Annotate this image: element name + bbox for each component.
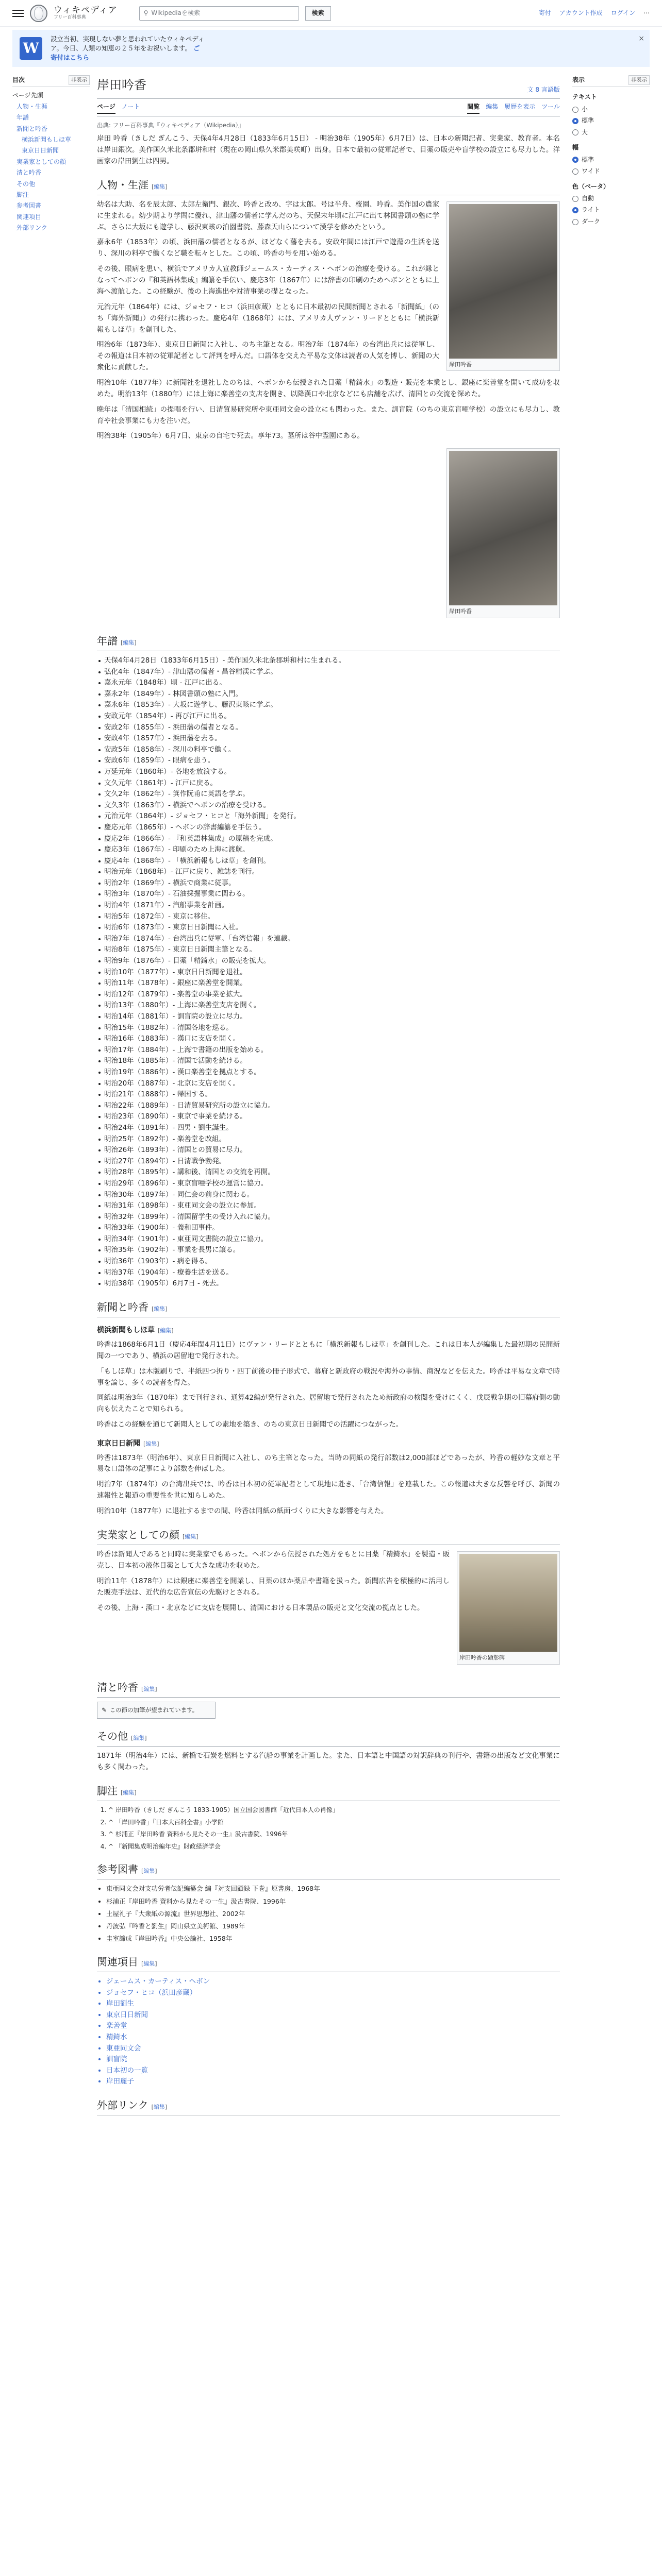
timeline-item: 万延元年（1860年）- 各地を放浪する。 — [97, 767, 560, 778]
bio-paragraph: 元治元年（1864年）には、ジョセフ・ヒコ（浜田彦蔵）とともに日本最初の民間新聞とされる「新聞紙」（のち「海外新聞」）の発行に携わった。慶応4年（1868年）には、アメリカ人ヴァン・リードとともに「横浜新報もしほ草」を創刊した。 — [97, 302, 439, 334]
timeline-item: 明治20年（1887年）- 北京に支店を開く。 — [97, 1078, 560, 1090]
section-heading-biblio: 参考図書 [編集] — [97, 1861, 560, 1879]
timeline-item: 安政6年（1859年）- 眼病を患う。 — [97, 755, 560, 767]
timeline-item: 明治11年（1878年）- 銀座に楽善堂を開業。 — [97, 978, 560, 989]
section-heading-timeline: 年譜 [編集] — [97, 633, 560, 651]
edit-link[interactable]: 編集 — [123, 1789, 135, 1796]
banner-text — [51, 35, 205, 62]
toc-item[interactable]: 年譜 — [16, 114, 29, 122]
user-links — [539, 8, 650, 18]
monument-figure — [457, 1551, 560, 1664]
color-label: 色（ベータ） — [572, 182, 610, 190]
page-tabs — [97, 102, 560, 116]
timeline-item: 安政5年（1858年）- 深川の料亭で働く。 — [97, 744, 560, 756]
lead-paragraph: 岸田 吟香（きしだ ぎんこう、天保4年4月28日（1833年6月15日） - 明治38年（1905年）6月7日）は、日本の新聞記者、実業家、教育者。本名は岸田銀次。美作国久米北条郡垪和村（現在の岡山県久米郡美咲町）出身。日本で最初の従軍記者で、目薬の販売や盲学校の設立にも尽力した。洋画家の岸田劉生は四男。 — [97, 134, 560, 165]
width-options — [572, 155, 650, 177]
timeline-item: 明治25年（1892年）- 楽善堂を改組。 — [97, 1134, 560, 1145]
wordmark[interactable] — [54, 6, 118, 21]
section-heading-news: 新聞と吟香 [編集] — [97, 1299, 560, 1317]
section-heading-bio: 人物・生涯 [編集] — [97, 177, 560, 195]
timeline-item: 弘化4年（1847年）- 津山藩の儒者・昌谷精渓に学ぶ。 — [97, 667, 560, 678]
portrait-image-2[interactable] — [449, 451, 557, 605]
radio-label: 自動 — [582, 194, 594, 202]
timeline-item: 明治2年（1869年）- 横浜で商業に従事。 — [97, 878, 560, 889]
toc-item[interactable]: ページ先頭 — [12, 92, 43, 99]
toc-item[interactable]: 新聞と吟香 — [16, 125, 48, 132]
bio-paragraph: 明治6年（1873年）、東京日日新聞に入社し、のち主筆となる。明治7年（1874年）の台湾出兵には従軍し、その報道は日本初の従軍記者として評判を呼んだ。口語体を交えた平易な文体は読者の人気を博し、新聞の大衆化に貢献した。 — [97, 341, 439, 372]
timeline-item: 安政元年（1854年）- 再び江戸に出る。 — [97, 711, 560, 722]
create-account-link[interactable]: アカウント作成 — [559, 9, 603, 16]
timeline-item: 明治16年（1883年）- 漢口に支店を開く。 — [97, 1033, 560, 1045]
toc-list — [12, 90, 90, 233]
timeline-item: 明治28年（1895年）- 講和後、清国との交流を再開。 — [97, 1167, 560, 1178]
toc-title: 目次 — [12, 76, 25, 83]
radio-label: ライト — [582, 206, 600, 214]
wikipedia-w-logo: W — [20, 37, 42, 60]
moshiogusa-paragraph: 吟香は1868年6月1日（慶応4年閏4月11日）にヴァン・リードとともに「横浜新報もしほ草」を創刊した。これは日本人が編集した最初期の民間新聞の一つであり、横浜の居留地で発行された。 — [97, 1340, 560, 1360]
timeline-item: 明治26年（1893年）- 清国との貿易に尽力。 — [97, 1145, 560, 1156]
note-item: 1. ^ 岸田吟香（きしだ ぎんこう 1833-1905）国立国会図書館「近代日本人の肖像」 — [108, 1805, 560, 1815]
radio-icon — [572, 157, 578, 163]
timeline-item: 明治30年（1897年）- 同仁会の前身に関わる。 — [97, 1190, 560, 1201]
timeline-item: 明治31年（1898年）- 東亜同文会の設立に参加。 — [97, 1200, 560, 1212]
related-link[interactable]: • 訓盲院 — [106, 2054, 560, 2065]
bio-paragraph: 晩年は「清国相続」の提唱を行い、日清貿易研究所や東亜同文会の設立にも関わった。また、訓盲院（のちの東京盲唖学校）の設立にも尽力し、教育や社会事業にも力を注いだ。 — [97, 405, 560, 425]
search-icon: ⚲ — [143, 9, 148, 16]
bibliography-item: • 杉浦正『岸田吟香 資料から見たその一生』汲古書院、1996年 — [106, 1896, 560, 1907]
width-label: 幅 — [572, 144, 579, 151]
donation-banner — [12, 30, 650, 67]
business-paragraph: 明治11年（1878年）には銀座に楽善堂を開業し、目薬のほか薬品や書籍を扱った。新聞広告を積極的に活用した販売手法は、近代的な広告宣伝の先駆けとされる。 — [97, 1577, 450, 1597]
timeline-item: 明治18年（1885年）- 清国で活動を続ける。 — [97, 1056, 560, 1067]
edit-link[interactable]: 編集 — [145, 1440, 157, 1447]
edit-link[interactable]: 編集 — [143, 1867, 155, 1874]
tab-history[interactable]: 履歴を表示 — [504, 103, 536, 110]
timeline-item: 明治22年（1889年）- 日清貿易研究所の設立に協力。 — [97, 1100, 560, 1112]
section-heading-china: 清と吟香 [編集] — [97, 1679, 560, 1698]
bibliography-item: • 土屋礼子『大衆紙の源流』世界思想社、2002年 — [106, 1909, 560, 1919]
toc-item[interactable]: 実業家としての顔 — [16, 158, 67, 165]
timeline-item: 明治37年（1904年）- 療養生活を送る。 — [97, 1267, 560, 1279]
nichinichi-paragraph: 明治7年（1874年）の台湾出兵では、吟香は日本初の従軍記者として現地に赴き、「台湾信報」を連載した。この報道は大きな反響を呼び、新聞の速報性と報道の重要性を世に知らしめた。 — [97, 1480, 560, 1500]
business-paragraph: その後、上海・漢口・北京などに支店を展開し、清国における日本製品の販売と文化交流の拠点とした。 — [97, 1603, 424, 1612]
related-link[interactable]: • 楽善堂 — [106, 2021, 560, 2032]
section-heading-notes: 脚注 [編集] — [97, 1783, 560, 1801]
timeline-item: 嘉永2年（1849年）- 林図書頭の塾に入門。 — [97, 689, 560, 700]
tab-edit[interactable]: 編集 — [486, 103, 499, 110]
toc-item[interactable]: 東京日日新聞 — [22, 147, 59, 155]
toc-item[interactable]: 横浜新聞もしほ草 — [22, 136, 72, 143]
subsection-heading-nichinichi: 東京日日新聞 [編集] — [97, 1439, 159, 1448]
tab-page[interactable]: ページ — [97, 102, 115, 114]
search-input[interactable] — [139, 6, 299, 21]
timeline-item: 明治29年（1896年）- 東京盲唖学校の運営に協力。 — [97, 1178, 560, 1190]
timeline-item: 明治12年（1879年）- 楽善堂の事業を拡大。 — [97, 989, 560, 1001]
timeline-item: 明治5年（1872年）- 東京に移住。 — [97, 911, 560, 923]
edit-link[interactable]: 編集 — [123, 639, 135, 646]
related-link[interactable]: • 日本初の一覧 — [106, 2065, 560, 2077]
width-option[interactable] — [572, 155, 650, 165]
text-size-option[interactable] — [572, 116, 650, 126]
portrait-caption-1: 岸田吟香 — [449, 361, 472, 368]
toc-item[interactable]: その他 — [16, 180, 36, 188]
page-title-bar — [97, 75, 560, 99]
timeline-item: 明治36年（1903年）- 病を得る。 — [97, 1256, 560, 1267]
business-paragraph: 吟香は新聞人であると同時に実業家でもあった。ヘボンから伝授された処方をもとに目薬「精錡水」を製造・販売し、日本初の液体目薬として大きな成功を収めた。 — [97, 1550, 450, 1570]
section-heading-external: 外部リンク [編集] — [97, 2097, 560, 2115]
edit-link[interactable]: 編集 — [133, 1734, 145, 1741]
moshiogusa-paragraph: 吟香はこの経験を通じて新聞人としての素地を築き、のちの東京日日新聞での活躍につながった。 — [97, 1420, 403, 1429]
toc-hide-button[interactable]: 非表示 — [69, 75, 90, 85]
radio-icon — [572, 107, 578, 113]
edit-link[interactable]: 編集 — [143, 1685, 155, 1692]
expand-notice-text: この節の加筆が望まれています。 — [109, 1706, 198, 1714]
timeline-item: 明治9年（1876年）- 目薬「精錡水」の販売を拡大。 — [97, 956, 560, 967]
timeline-item: 明治19年（1886年）- 漢口楽善堂を拠点とする。 — [97, 1067, 560, 1078]
radio-label: ワイド — [582, 167, 600, 175]
portrait-image-1[interactable] — [449, 204, 557, 359]
timeline-item: 慶応3年（1867年）- 印刷のため上海に渡航。 — [97, 844, 560, 856]
timeline-item: 明治3年（1870年）- 石油採掘事業に関わる。 — [97, 889, 560, 900]
radio-label: 標準 — [582, 117, 594, 125]
related-list — [106, 1976, 560, 2088]
nichinichi-paragraph: 吟香は1873年（明治6年）、東京日日新聞に入社し、のち主筆となった。当時の同紙の発行部数は2,000部ほどであったが、吟香の軽妙な文章と平易な口語体の記事により部数を伸ばした。 — [97, 1453, 560, 1473]
timeline-item: 明治14年（1881年）- 訓盲院の設立に尽力。 — [97, 1011, 560, 1023]
color-options — [572, 194, 650, 227]
bio-paragraph: 明治38年（1905年）6月7日、東京の自宅で死去。享年73。墓所は谷中霊園にある。 — [97, 432, 364, 440]
moshiogusa-paragraph: 「もしほ草」は木版刷りで、半紙四つ折り・四丁前後の冊子形式で、幕府と新政府の戦況や海外の事情、商況などを伝えた。吟香は平易な文章で時事を論じ、多くの読者を得た。 — [97, 1367, 560, 1387]
timeline-item: 文久元年（1861年）- 江戸に戻る。 — [97, 778, 560, 789]
color-option[interactable] — [572, 217, 650, 227]
note-item: 4. ^ 『新聞集成明治編年史』財政経済学会 — [108, 1842, 560, 1852]
timeline-item: 明治38年（1905年）6月7日 - 死去。 — [97, 1278, 560, 1290]
timeline-item: 明治34年（1901年）- 東亜同文書院の設立に協力。 — [97, 1234, 560, 1245]
radio-label: 標準 — [582, 156, 594, 163]
radio-label: 小 — [582, 105, 588, 113]
info-icon: ✎ — [102, 1706, 107, 1714]
toc-item[interactable]: 参考図書 — [16, 202, 42, 210]
color-option[interactable] — [572, 205, 650, 215]
tab-talk[interactable]: ノート — [121, 103, 140, 110]
radio-icon — [572, 168, 578, 175]
text-size-option[interactable] — [572, 105, 650, 114]
edit-link[interactable]: 編集 — [185, 1533, 196, 1540]
search-placeholder: Wikipediaを検索 — [151, 9, 200, 16]
timeline-item: 元治元年（1864年）- ジョセフ・ヒコと「海外新聞」を発行。 — [97, 811, 560, 822]
note-item: 2. ^ 「岸田吟香」『日本大百科全書』小学館 — [108, 1818, 560, 1827]
text-size-options — [572, 105, 650, 138]
section-heading-business: 実業家としての顔 [編集] — [97, 1527, 560, 1545]
timeline-item: 慶応元年（1865年）- ヘボンの辞書編纂を手伝う。 — [97, 822, 560, 834]
subsection-heading-moshiogusa: 横浜新聞もしほ草 [編集] — [97, 1326, 174, 1335]
timeline-item: 明治32年（1899年）- 清国留学生の受け入れに協力。 — [97, 1212, 560, 1223]
related-link[interactable]: • ジェームス・カーティス・ヘボン — [106, 1976, 560, 1988]
appearance-title: 表示 — [572, 76, 585, 83]
bibliography-item: • 丹波弘『吟香と劉生』岡山県立美術館、1989年 — [106, 1921, 560, 1931]
timeline-item: 明治7年（1874年）- 台湾出兵に従軍。「台湾信報」を連載。 — [97, 934, 560, 945]
timeline-item: 明治6年（1873年）- 東京日日新聞に入社。 — [97, 922, 560, 934]
wikipedia-globe-logo[interactable] — [30, 5, 47, 22]
edit-link[interactable]: 編集 — [143, 1960, 155, 1967]
radio-icon — [572, 118, 578, 124]
toc-item[interactable]: 清と吟香 — [16, 169, 42, 177]
toc-sidebar — [12, 75, 90, 2120]
timeline-item: 慶応4年（1868年）- 「横浜新報もしほ草」を創刊。 — [97, 856, 560, 867]
timeline-item: 明治8年（1875年）- 東京日日新聞主筆となる。 — [97, 944, 560, 956]
related-link[interactable]: • 岸田麗子 — [106, 2076, 560, 2088]
moshiogusa-paragraph: 同紙は明治3年（1870年）まで刊行され、通算42編が発行された。居留地で発行されたため新政府の検閲を受けにくく、戊辰戦争期の旧幕府側の動向も伝えたことで知られる。 — [97, 1394, 560, 1414]
banner-message: 設立当初、実現しない夢と思われていたウィキペディア。今日、人類の知恵の２５年をお祝いします。 — [51, 35, 205, 52]
page-title: 岸田吟香 — [97, 78, 146, 92]
nichinichi-paragraph: 明治10年（1877年）に退社するまでの間、吟香は同紙の紙面づくりに大きな影響を与えた。 — [97, 1507, 388, 1516]
notes-list — [108, 1805, 560, 1852]
bio-paragraph: 嘉永6年（1853年）の頃、浜田藩の儒者となるが、ほどなく藩を去る。安政年間には江戸で遊蕩の生活を送り、深川の料亭で働くなど職を転々とした。この頃、吟香の号を用い始める。 — [97, 238, 439, 258]
misc-paragraph: 1871年（明治4年）には、新橋で石炭を燃料とする汽船の事業を計画した。また、日本語と中国語の対訳辞典の刊行や、書籍の出版など文化事業にも多く関わった。 — [97, 1752, 560, 1771]
timeline-item: 明治23年（1890年）- 東京で事業を続ける。 — [97, 1111, 560, 1123]
edit-link[interactable]: 編集 — [154, 1305, 166, 1312]
related-link[interactable]: • 精錡水 — [106, 2032, 560, 2043]
edit-link[interactable]: 編集 — [153, 2103, 165, 2110]
timeline-item: 慶応2年（1866年）- 『和英語林集成』の原稿を完成。 — [97, 834, 560, 845]
monument-caption: 岸田吟香の顕彰碑 — [459, 1654, 505, 1662]
section-heading-misc: その他 [編集] — [97, 1728, 560, 1747]
bio-paragraph: 幼名は大助、名を辰太郎、太郎左衛門、銀次、吟香と改め、字は太郎。号は半舟、桜園、吟香。美作国の農家に生まれる。幼少期より学問に優れ、津山藩の儒者に学んだのち、天保末年頃に江戸に出て林図書頭の塾に学ぶ。さらに大坂にも遊学し、藤沢東畡の泊園書院、藤森天山らについて漢学を修めたという。 — [97, 200, 439, 231]
login-link[interactable]: ログイン — [610, 9, 635, 16]
timeline-item: 明治元年（1868年）- 江戸に戻り、雑誌を刊行。 — [97, 867, 560, 878]
bibliography-item: • 東亜同文会対支功労者伝記編纂会 編『対支回顧録 下巻』原書房、1968年 — [106, 1884, 560, 1894]
timeline-item: 明治35年（1902年）- 事業を長男に譲る。 — [97, 1245, 560, 1256]
timeline-item: 明治10年（1877年）- 東京日日新聞を退社。 — [97, 967, 560, 978]
appearance-hide-button[interactable]: 非表示 — [628, 75, 650, 85]
bio-paragraph: その後、眼病を患い、横浜でアメリカ人宣教師ジェームス・カーティス・ヘボンの治療を受ける。これが縁となってヘボンの『和英語林集成』編纂を手伝い、慶応3年（1867年）には辞書の印刷のためヘボンとともに上海へ渡航した。この経験が、後の上海進出や対清事業の礎となった。 — [97, 265, 439, 296]
timeline-item: 明治33年（1900年）- 義和団事件。 — [97, 1223, 560, 1234]
toc-item[interactable]: 脚注 — [16, 191, 29, 198]
related-link[interactable]: • 東亜同文会 — [106, 2043, 560, 2055]
timeline-item: 明治21年（1888年）- 帰国する。 — [97, 1089, 560, 1100]
more-icon[interactable]: ⋯ — [643, 9, 650, 16]
portrait-figure-1 — [446, 201, 560, 371]
wordmark-title: ウィキペディア — [54, 5, 118, 16]
portrait-caption-2: 岸田吟香 — [449, 608, 472, 615]
banner-donate-link[interactable]: ご寄付はこちら — [51, 44, 200, 62]
tab-tools[interactable]: ツール — [541, 103, 560, 110]
search-button[interactable]: 検索 — [305, 6, 331, 21]
timeline-item: 嘉永6年（1853年）- 大坂に遊学し、藤沢東畡に学ぶ。 — [97, 700, 560, 711]
timeline-item: 安政4年（1857年）- 浜田藩を去る。 — [97, 733, 560, 744]
edit-link[interactable]: 編集 — [160, 1327, 172, 1334]
timeline-item: 明治15年（1882年）- 清国各地を巡る。 — [97, 1023, 560, 1034]
appearance-header — [572, 75, 650, 87]
timeline-item: 明治17年（1884年）- 上海で書籍の出版を始める。 — [97, 1045, 560, 1056]
monument-image[interactable] — [459, 1554, 557, 1652]
bibliography-list — [106, 1884, 560, 1944]
section-heading-related: 関連項目 [編集] — [97, 1954, 560, 1972]
site-header — [0, 0, 662, 27]
bibliography-item: • 圭室諦成『岸田吟香』中央公論社、1958年 — [106, 1934, 560, 1944]
radio-label: ダーク — [582, 217, 601, 225]
toc-header — [12, 75, 90, 87]
timeline-item: 明治24年（1891年）- 四男・劉生誕生。 — [97, 1123, 560, 1134]
timeline-item: 嘉永元年（1848年）頃 - 江戸に出る。 — [97, 677, 560, 689]
article-source-note: 出典: フリー百科事典『ウィキペディア（Wikipedia）』 — [97, 122, 244, 129]
menu-icon[interactable] — [12, 10, 24, 17]
timeline-item: 明治4年（1871年）- 汽船事業を計画。 — [97, 900, 560, 911]
edit-link[interactable]: 編集 — [154, 183, 166, 190]
article-content — [90, 75, 567, 2120]
related-link[interactable]: • 東京日日新聞 — [106, 2010, 560, 2021]
timeline-list — [97, 655, 560, 1290]
timeline-item: 文久3年（1863年）- 横浜でヘボンの治療を受ける。 — [97, 800, 560, 811]
related-link[interactable]: • 岸田劉生 — [106, 1998, 560, 2010]
toc-item[interactable]: 関連項目 — [16, 213, 42, 221]
donate-link[interactable]: 寄付 — [538, 9, 551, 16]
appearance-panel — [567, 75, 650, 2120]
toc-item[interactable]: 外部リンク — [16, 224, 47, 232]
radio-icon — [572, 129, 578, 135]
radio-icon — [572, 207, 578, 213]
timeline-item: 天保4年4月28日（1833年6月15日）- 美作国久米北条郡垪和村に生まれる。 — [97, 655, 560, 667]
color-option[interactable] — [572, 194, 650, 204]
radio-icon — [572, 219, 578, 225]
expand-notice — [97, 1702, 216, 1719]
close-icon[interactable]: × — [638, 35, 644, 43]
toc-item[interactable]: 人物・生涯 — [16, 103, 48, 110]
radio-icon — [572, 196, 578, 202]
tab-read[interactable]: 閲覧 — [467, 102, 479, 114]
text-size-label: テキスト — [572, 93, 597, 101]
wordmark-subtitle: フリー百科事典 — [54, 14, 86, 20]
width-option[interactable] — [572, 166, 650, 176]
language-button[interactable]: 文 8 言語版 — [527, 86, 560, 94]
timeline-item: 明治27年（1894年）- 日清戦争勃発。 — [97, 1156, 560, 1167]
timeline-item: 明治13年（1880年）- 上海に楽善堂支店を開く。 — [97, 1000, 560, 1011]
timeline-item: 文久2年（1862年）- 箕作阮甫に英語を学ぶ。 — [97, 789, 560, 800]
related-link[interactable]: • ジョセフ・ヒコ（浜田彦蔵） — [106, 1988, 560, 1999]
portrait-figure-2 — [446, 448, 560, 618]
radio-label: 大 — [582, 128, 588, 136]
note-item: 3. ^ 杉浦正『岸田吟香 資料から見たその一生』汲古書院、1996年 — [108, 1829, 560, 1839]
text-size-option[interactable] — [572, 128, 650, 138]
timeline-item: 安政2年（1855年）- 浜田藩の儒者となる。 — [97, 722, 560, 734]
bio-paragraph: 明治10年（1877年）に新聞社を退社したのちは、ヘボンから伝授された目薬「精錡水」の製造・販売を本業とし、銀座に楽善堂を開いて成功を収めた。明治13年（1880年）には上海に楽善堂の支店を開き、以降漢口や北京などにも店舗を広げ、清国との交流を深めた。 — [97, 378, 560, 398]
